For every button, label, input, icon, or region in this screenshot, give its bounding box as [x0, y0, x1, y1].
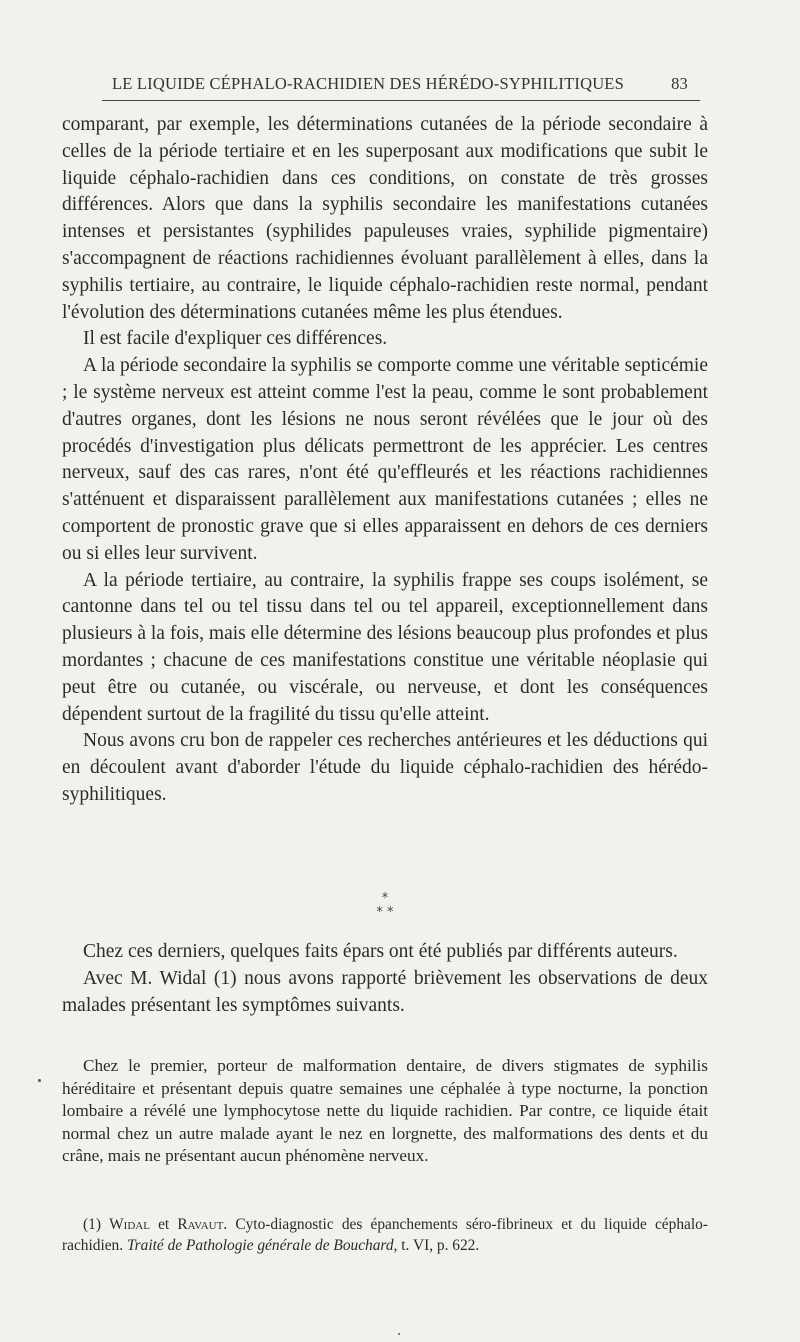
- paper-speck: [398, 1333, 400, 1335]
- footnote-marker: (1): [83, 1216, 101, 1233]
- running-title: LE LIQUIDE CÉPHALO-RACHIDIEN DES HÉRÉDO-SYPHILITIQUES: [112, 74, 624, 93]
- case-description: [62, 1055, 708, 1168]
- header-rule: [102, 100, 700, 101]
- footnote-conj: et: [158, 1216, 170, 1233]
- section-asterism: [0, 892, 770, 920]
- footnote-ref: t. VI, p. 622.: [401, 1236, 480, 1254]
- footnote: [62, 1215, 708, 1256]
- asterism-top: *: [381, 891, 389, 906]
- small-paragraph: Chez le premier, porteur de malformation dentaire, de divers stigmates de syphilis héréditaire et présentant depuis quatre semaines une céphalée à type nocturne, la ponction lombaire a révélé une lymphocytose nette du liquide rachidien. Par contre, ce liquide était normal chez un autre malade ayant le nez en lorgnette, des malformations des dents et du crâne, mais ne présentant aucun phénomène nerveux.: [62, 1056, 708, 1165]
- page-number: 83: [671, 74, 688, 93]
- footnote-author: Ravaut.: [177, 1216, 228, 1233]
- footnote-text: [62, 1215, 708, 1256]
- paper-speck: [38, 1079, 41, 1082]
- paragraph: A la période tertiaire, au contraire, la syphilis frappe ses coups isolément, se cantonne dans tel ou tel tissu dans tel ou tel appareil, exceptionnellement dans plusieurs à la fois, mais elle détermine des lésions beaucoup plus profondes et plus mordantes ; chacune de ces manifestations constitue une véritable néoplasie qui peut être ou cutanée, ou viscérale, ou nerveuse, et dont les conséquences dépendent surtout de la fragilité du tissu qu'elle atteint.: [62, 569, 708, 725]
- paragraph: A la période secondaire la syphilis se comporte comme une véritable septicémie ; le système nerveux est atteint comme l'est la peau, comme le sont probablement d'autres organes, dont les lésions ne nous seront révélées que le jour où des procédés d'investigation plus délicats permettront de les apprécier. Les centres nerveux, sauf des cas rares, n'ont été qu'effleurés et les réactions rachidiennes s'atténuent et disparaissent parallèlement aux manifestations cutanées ; elles ne comportent de pronostic grave que si elles apparaissent en dehors de ces derniers ou si elles leur survivent.: [62, 355, 708, 564]
- paragraph: Il est facile d'expliquer ces différences.: [83, 328, 388, 350]
- footnote-source: Traité de Pathologie générale de Bouchard,: [126, 1236, 398, 1254]
- running-header: [112, 74, 688, 94]
- paragraph: Nous avons cru bon de rappeler ces recherches antérieures et les déductions qui en découlent avant d'aborder l'étude du liquide céphalo-rachidien des hérédo-syphilitiques.: [62, 730, 708, 805]
- paragraph: comparant, par exemple, les déterminations cutanées de la période secondaire à celles de la période tertiaire et en les superposant aux modifications que subit le liquide céphalo-rachidien dans ces conditions, on constate de très grosses différences. Alors que dans la syphilis secondaire les manifestations cutanées intenses et persistantes (syphilides papuleuses vraies, syphilide pigmentaire) s'accompagnent de réactions rachidiennes évoluant parallèlement à elles, dans la syphilis tertiaire, au contraire, le liquide céphalo-rachidien reste normal, pendant l'évolution des déterminations cutanées même les plus étendues.: [62, 114, 708, 323]
- section-text: [62, 939, 708, 1019]
- paragraph: Chez ces derniers, quelques faits épars ont été publiés par différents auteurs.: [83, 941, 678, 962]
- footnote-author: Widal: [109, 1216, 150, 1233]
- footnote-title: Cyto-diagnostic des épanchements séro-fibrineux et du liquide céphalo-rachidien.: [62, 1216, 708, 1254]
- main-text: [62, 112, 708, 809]
- paragraph: Avec M. Widal (1) nous avons rapporté brièvement les observations de deux malades présentant les symptômes suivants.: [62, 967, 708, 1016]
- asterism-bottom: * *: [376, 905, 394, 920]
